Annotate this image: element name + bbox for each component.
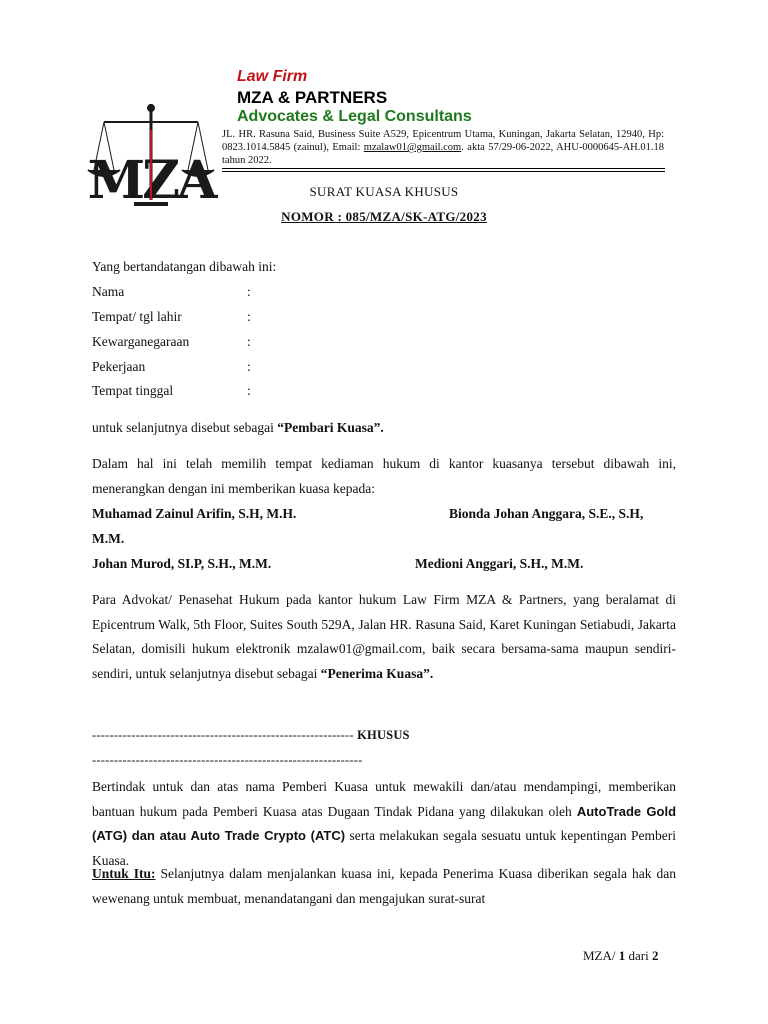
- page-number: 1: [618, 948, 626, 963]
- field-label-occupation: Pekerjaan: [92, 359, 146, 374]
- attorney-name: Muhamad Zainul Arifin, S.H, M.H.: [92, 506, 297, 521]
- document-number: NOMOR : 085/MZA/SK-ATG/2023: [281, 209, 487, 224]
- mandate-entities: AutoTrade Gold (ATG) dan atau Auto Trade Crypto (ATC): [92, 803, 677, 844]
- footer-prefix: MZA/: [583, 948, 619, 963]
- attorney-description: [92, 588, 676, 686]
- firm-name: MZA & PARTNERS: [237, 88, 388, 107]
- header-rule-thin: [222, 171, 665, 172]
- field-colon: :: [247, 284, 251, 299]
- field-label-nama: Nama: [92, 284, 125, 299]
- khusus-divider: [92, 728, 410, 743]
- header-rule-thick: [222, 168, 665, 169]
- document-title: SURAT KUASA KHUSUS: [309, 184, 459, 199]
- firm-address: [222, 128, 664, 167]
- law-firm-label: Law Firm: [237, 68, 308, 85]
- mandate-paragraph: [92, 775, 676, 873]
- field-label-birth: Tempat/ tgl lahir: [92, 309, 182, 324]
- authority-label: Untuk Itu:: [92, 866, 156, 881]
- attorney-name: Johan Murod, SI.P, S.H., M.M.: [92, 556, 272, 571]
- field-label-citizenship: Kewarganegaraan: [92, 334, 190, 349]
- recipient-term: “Penerima Kuasa”.: [320, 665, 434, 681]
- field-colon: :: [247, 309, 251, 324]
- intro-text: Yang bertandatangan dibawah ini:: [92, 259, 277, 274]
- grantor-statement: [92, 420, 384, 436]
- dash-line-2: --------------------------------------------------------------: [92, 753, 363, 767]
- field-label-residence: Tempat tinggal: [92, 383, 174, 398]
- email-link[interactable]: mzalaw01@gmail.com: [363, 142, 462, 153]
- authority-paragraph: [92, 862, 676, 911]
- khusus-label: KHUSUS: [357, 728, 410, 742]
- address-text-2: . akta 57/29-06-2022, AHU-0000645-AH.01.18 tahun 2022.: [222, 142, 664, 166]
- page-total: 2: [651, 948, 659, 963]
- page-footer: [583, 948, 658, 964]
- footer-of: dari: [625, 948, 652, 963]
- attorney-description-text: Para Advokat/ Penasehat Hukum pada kantor hukum Law Firm MZA & Partners, yang beralamat di Epicentrum Walk, 5th Floor, Suites South 529A, Jalan HR. Rasuna Said, Karet Kuningan Setiabudi, Jakarta Selatan, domisili hukum elektronik mzalaw01@gmail.com, baik secara bersama-sama maupun sendiri-sendiri, untuk selanjutnya disebut sebagai: [92, 592, 676, 681]
- mandate-text: Bertindak untuk dan atas nama Pemberi Kuasa untuk mewakili dan/atau mendampingi, memberikan bantuan hukum pada Pemberi Kuasa atas Dugaan Tindak Pidana yang dilakukan oleh: [92, 779, 676, 819]
- field-colon: :: [247, 383, 251, 398]
- grantor-term: “Pembari Kuasa”.: [277, 420, 384, 435]
- firm-subtitle: Advocates & Legal Consultans: [237, 108, 472, 125]
- appointment-paragraph: Dalam hal ini telah memilih tempat kediaman hukum di kantor kuasanya tersebut dibawah ini, menerangkan dengan ini memberikan kuasa kepada:: [92, 456, 676, 496]
- attorney-name-cont: M.M.: [92, 531, 125, 546]
- dash-line: ------------------------------------------------------------: [92, 728, 354, 742]
- field-colon: :: [247, 359, 251, 374]
- attorney-name: Bionda Johan Anggara, S.E., S.H,: [449, 506, 644, 521]
- authority-text: Selanjutnya dalam menjalankan kuasa ini, kepada Penerima Kuasa diberikan segala hak dan wewenang untuk membuat, menandatangani dan mengajukan surat-surat: [92, 866, 676, 906]
- field-colon: :: [247, 334, 251, 349]
- mandate-text-end: serta melakukan segala sesuatu untuk kepentingan Pemberi Kuasa.: [92, 828, 676, 868]
- grantor-text: untuk selanjutnya disebut sebagai: [92, 420, 278, 435]
- address-text-1: JL. HR. Rasuna Said, Business Suite A529, Epicentrum Utama, Kuningan, Jakarta Selatan, 12940, Hp: 0823.1014.5845 (zainul), Email:: [222, 129, 664, 153]
- logo-text: MZA: [87, 150, 215, 211]
- attorney-name: Medioni Anggari, S.H., M.M.: [415, 556, 584, 571]
